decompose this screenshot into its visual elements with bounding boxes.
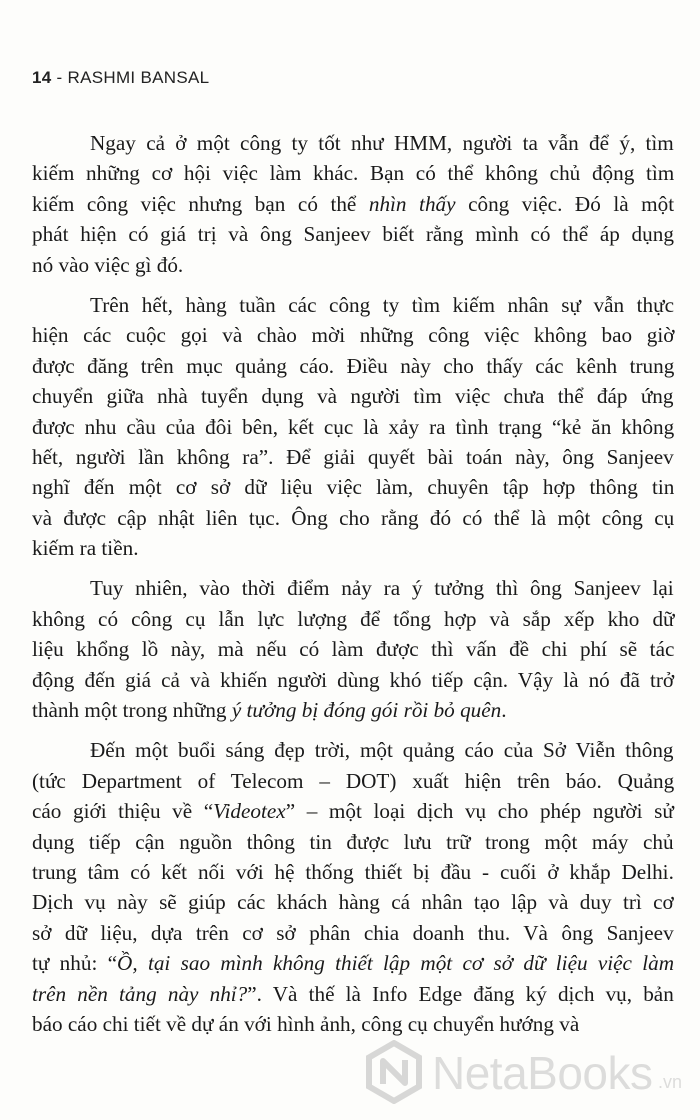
- running-head: [32, 68, 209, 88]
- text-run: tự nhủ: “: [32, 951, 118, 976]
- text-run: cáo giới thiệu về “: [32, 799, 214, 824]
- italic-text: nhìn thấy: [368, 191, 456, 216]
- header-separator: -: [51, 68, 68, 87]
- italic-text: ý tưởng bị đóng gói rồi bỏ quên: [231, 698, 502, 723]
- text-run: (tức Department of Telecom – DOT) xuất hiện trên báo. Quảng: [32, 768, 675, 793]
- watermark: [362, 1036, 692, 1110]
- text-line: [32, 695, 674, 725]
- text-run: công việc. Đó là một: [455, 191, 675, 216]
- text-line: [32, 189, 674, 219]
- text-line: [32, 735, 674, 765]
- paragraph: [32, 290, 674, 564]
- text-run: được đăng trên mục quảng cáo. Điều này cho thấy các kênh trung: [32, 353, 675, 378]
- text-run: không có công cụ lẫn lực lượng để tổng hợp và sắp xếp kho dữ: [32, 606, 675, 631]
- text-run: hết, người lần không ra”. Để giải quyết bài toán này, ông Sanjeev: [32, 444, 674, 469]
- text-line: [32, 472, 674, 502]
- text-run: được nhu cầu của đôi bên, kết cục là xảy ra tình trạng “kẻ ăn không: [32, 414, 675, 439]
- text-line: [32, 533, 674, 563]
- text-run: Tuy nhiên, vào thời điểm nảy ra ý tưởng thì ông Sanjeev lại: [90, 576, 674, 601]
- text-line: [32, 290, 674, 320]
- paragraph-gap: [32, 563, 674, 573]
- netabooks-logo-icon: [362, 1040, 426, 1104]
- page-number: 14: [32, 68, 52, 87]
- text-line: [32, 634, 674, 664]
- text-run: nghĩ đến một cơ sở dữ liệu việc làm, chuyên tập hợp thông tin: [32, 475, 675, 500]
- text-line: [32, 442, 674, 472]
- text-run: kiếm ra tiền.: [32, 536, 139, 561]
- text-run: phát hiện có giá trị và ông Sanjeev biết rằng mình có thể áp dụng: [32, 222, 674, 247]
- text-run: ” – một loại dịch vụ cho phép người sử: [285, 799, 674, 824]
- text-run: trung tâm có kết nối với hệ thống thiết bị đầu - cuối ở khắp Delhi.: [32, 859, 674, 884]
- text-line: [32, 573, 674, 603]
- text-run: và được cập nhật liên tục. Ông cho rằng đó có thể là một công cụ: [32, 505, 675, 530]
- text-line: [32, 827, 674, 857]
- text-line: [32, 857, 674, 887]
- text-line: [32, 158, 674, 188]
- text-line: [32, 918, 674, 948]
- author-name: RASHMI BANSAL: [67, 68, 210, 87]
- text-line: [32, 503, 674, 533]
- text-run: .: [501, 698, 507, 723]
- text-run: kiếm những cơ hội việc làm khác. Bạn có thể không chủ động tìm: [32, 161, 675, 186]
- text-run: sở dữ liệu, dựa trên cơ sở phân chia doanh thu. Và ông Sanjeev: [32, 920, 674, 945]
- text-line: [32, 766, 674, 796]
- text-line: [32, 979, 674, 1009]
- text-line: [32, 665, 674, 695]
- text-line: [32, 796, 674, 826]
- text-run: nó vào việc gì đó.: [32, 252, 184, 277]
- text-run: dụng tiếp cận nguồn thông tin được lưu trữ trong một máy chủ: [32, 829, 674, 854]
- text-line: [32, 250, 674, 280]
- italic-text: Videotex: [213, 799, 286, 824]
- italic-text: trên nền tảng này nhỉ?: [32, 981, 248, 1006]
- text-run: báo cáo chi tiết về dự án với hình ảnh, công cụ chuyển hướng và: [32, 1011, 580, 1036]
- text-line: [32, 412, 674, 442]
- text-line: [32, 320, 674, 350]
- text-run: kiếm công việc nhưng bạn có thể: [32, 191, 369, 216]
- watermark-suffix: .vn: [658, 1072, 683, 1092]
- watermark-text: NetaBooks: [432, 1047, 653, 1099]
- text-run: chuyển giữa nhà tuyển dụng và người tìm việc chưa thể đáp ứng: [32, 384, 674, 409]
- paragraph: [32, 735, 674, 1039]
- text-run: động đến giá cả và khiến người dùng khó tiếp cận. Vậy là nó đã trở: [32, 667, 675, 692]
- italic-text: Ồ, tại sao mình không thiết lập một cơ sở dữ liệu việc làm: [117, 951, 675, 976]
- text-run: Dịch vụ này sẽ giúp các khách hàng cá nhân tạo lập và duy trì cơ: [32, 890, 674, 915]
- paragraph-gap: [32, 725, 674, 735]
- text-run: thành một trong những: [32, 698, 232, 723]
- text-line: [32, 948, 674, 978]
- text-run: liệu khổng lồ này, mà nếu có làm được thì vấn đề chi phí sẽ tác: [32, 637, 675, 662]
- text-run: hiện các cuộc gọi và chào mời những công việc không bao giờ: [32, 323, 675, 348]
- text-line: [32, 128, 674, 158]
- text-line: [32, 887, 674, 917]
- text-run: Trên hết, hàng tuần các công ty tìm kiếm nhân sự vẫn thực: [90, 292, 675, 317]
- text-line: [32, 1009, 674, 1039]
- paragraph: [32, 128, 674, 280]
- text-line: [32, 219, 674, 249]
- paragraph: [32, 573, 674, 725]
- text-run: ”. Và thế là Info Edge đăng ký dịch vụ, bản: [247, 981, 674, 1006]
- paragraph-gap: [32, 280, 674, 290]
- text-run: Ngay cả ở một công ty tốt như HMM, người ta vẫn để ý, tìm: [90, 131, 674, 155]
- text-line: [32, 351, 674, 381]
- body-text: [32, 128, 674, 1039]
- text-run: Đến một buổi sáng đẹp trời, một quảng cáo của Sở Viễn thông: [90, 738, 674, 763]
- text-line: [32, 381, 674, 411]
- text-line: [32, 604, 674, 634]
